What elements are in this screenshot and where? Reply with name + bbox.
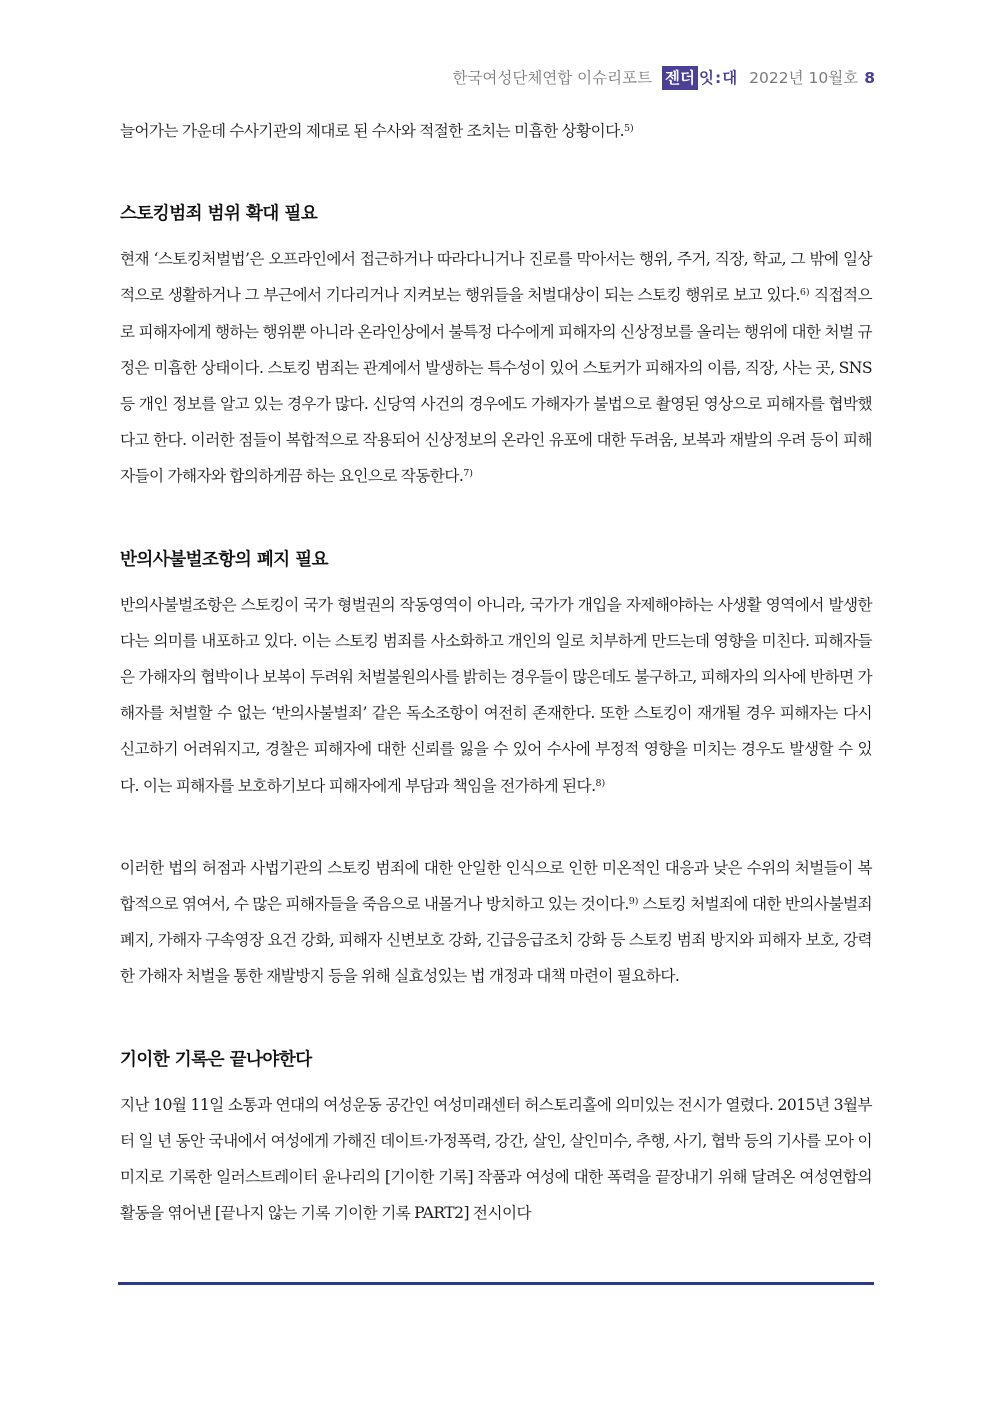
section-heading-stalking-scope: 스토킹범죄 범위 확대 필요 <box>120 204 318 225</box>
footnote-ref: 7) <box>463 468 474 480</box>
page-number: 8 <box>864 69 875 87</box>
intro-paragraph <box>120 113 872 149</box>
section-heading-strange-records: 기이한 기록은 끝나야한다 <box>120 1049 312 1070</box>
brand-logo-colon: : <box>714 69 722 87</box>
footer-divider <box>118 1282 874 1285</box>
paragraph-text: 이러한 법의 허점과 사법기관의 스토킹 범죄에 대한 안일한 인식으로 인한 미온적인 대응과 낮은 수위의 처벌들이 복합적으로 엮여서, 수 많은 피해자들을 죽음으로 내몰거나 방치하고 있는 것이다. <box>120 858 872 914</box>
footnote-ref: 5) <box>624 123 634 134</box>
footnote-ref: 9) <box>628 896 639 908</box>
paragraph-text: 현재 ‘스토킹처벌법’은 오프라인에서 접근하거나 따라다니거나 진로를 막아서는 행위, 주거, 직장, 학교, 그 밖에 일상적으로 생활하거나 그 부근에서 기다리거나 지켜보는 행위들을 처벌대상이 되는 스토킹 행위로 보고 있다. <box>120 250 872 305</box>
paragraph-text: 반의사불벌조항은 스토킹이 국가 형벌권의 작동영역이 아니라, 국가가 개입을 자제해야하는 사생활 영역에서 발생한다는 의미를 내포하고 있다. 이는 스토킹 범죄를 사소화하고 개인의 일로 치부하게 만드는데 영향을 미친다. 피해자들은 가해자의 협박이나 보복이 두려워 처벌불원의사를 밝히는 경우들이 많은데도 불구하고, 피해자의 의사에 반하면 가해자를 처벌할 수 없는 ‘반의사불벌죄’ 같은 독소조항이 여전히 존재한다. 또한 스토킹이 재개될 경우 피해자는 다시 신고하기 어려워지고, 경찰은 피해자에 대한 신뢰를 잃을 수 있어 수사에 부정적 영향을 미치는 경우도 발생할 수 있다. 이는 피해자를 보호하기보다 피해자에게 부담과 책임을 전가하게 된다. <box>120 595 872 795</box>
intro-text: 늘어가는 가운데 수사기관의 제대로 된 수사와 적절한 조치는 미흡한 상황이다. <box>120 122 625 140</box>
section-paragraph-antisentiment-clause <box>120 587 872 804</box>
brand-logo-box: 젠더 <box>662 66 698 90</box>
brand-logo-end: 대 <box>722 69 738 87</box>
article-body <box>120 113 872 1231</box>
header-issue: 2022년 10월호 <box>749 69 859 87</box>
footnote-ref: 6) <box>799 287 810 299</box>
brand-logo <box>662 66 737 90</box>
brand-logo-text: 잇 <box>699 69 714 87</box>
section-paragraph-strange-records: 지난 10월 11일 소통과 연대의 여성운동 공간인 여성미래센터 허스토리홀에 의미있는 전시가 열렸다. 2015년 3월부터 일 년 동안 국내에서 여성에게 가해진 데이트·가정폭력, 강간, 살인, 살인미수, 추행, 사기, 협박 등의 기사를 모아 이미지로 기록한 일러스트레이터 윤나리의 [기이한 기록] 작품과 여성에 대한 폭력을 끝장내기 위해 달려온 여성연합의 활동을 엮어낸 [끝나지 않는 기록 기이한 기록 PART2] 전시이다 <box>120 1095 872 1223</box>
conclusion-paragraph <box>120 850 872 995</box>
section-heading-antisentiment-clause: 반의사불벌조항의 폐지 필요 <box>120 549 329 570</box>
header-org: 한국여성단체연합 이슈리포트 <box>452 69 653 87</box>
paragraph-text: 스토킹 처벌죄에 대한 반의사불벌죄 폐지, 가해자 구속영장 요건 강화, 피해자 신변보호 강화, 긴급응급조치 강화 등 스토킹 범죄 방지와 피해자 보호, 강력한 가해자 처벌을 통한 재발방지 등을 위해 실효성있는 법 개정과 대책 마련이 필요하다. <box>120 895 872 986</box>
section-paragraph-stalking-scope <box>120 241 872 494</box>
page-header <box>452 66 875 90</box>
footnote-ref: 8) <box>595 777 606 789</box>
paragraph-text: 직접적으로 피해자에게 행하는 행위뿐 아니라 온라인상에서 불특정 다수에게 피해자의 신상정보를 올리는 행위에 대한 처벌 규정은 미흡한 상태이다. 스토킹 범죄는 관계에서 발생하는 특수성이 있어 스토커가 피해자의 이름, 직장, 사는 곳, SNS 등 개인 정보를 알고 있는 경우가 많다. 신당역 사건의 경우에도 가해자가 불법으로 촬영된 영상으로 피해자를 협박했다고 한다. 이러한 점들이 복합적으로 작용되어 신상정보의 온라인 유포에 대한 두려움, 보복과 재발의 우려 등이 피해자들이 가해자와 합의하게끔 하는 요인으로 작동한다. <box>120 286 873 486</box>
